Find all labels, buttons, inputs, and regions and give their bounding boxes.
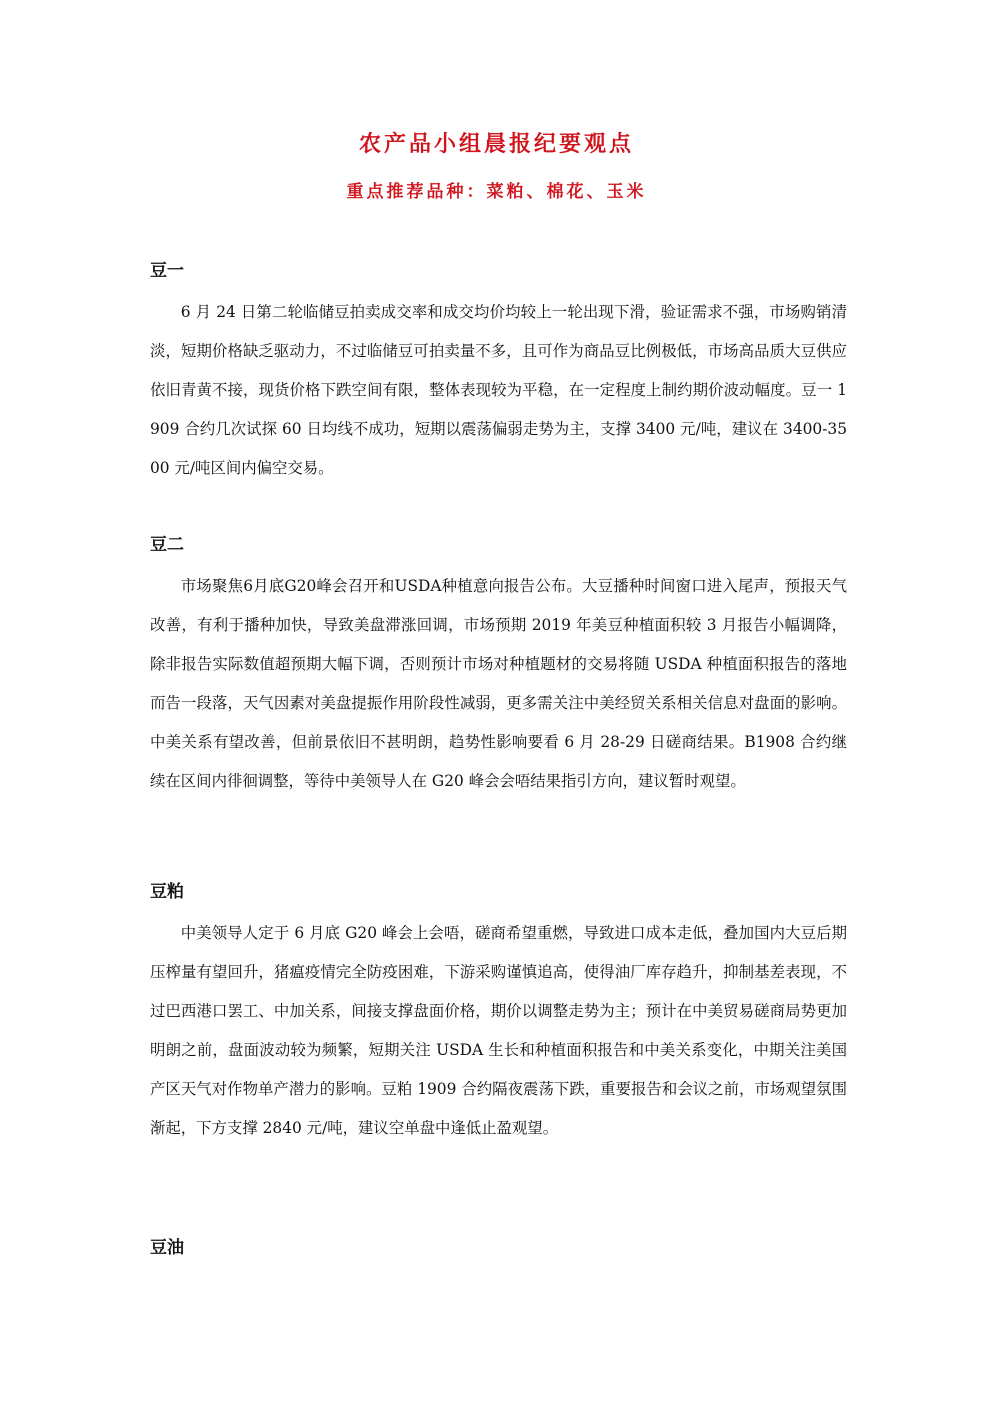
section-soybean-oil [150,1236,847,1260]
section-paragraph: 市场聚焦6月底G20峰会召开和USDA种植意向报告公布。大豆播种时间窗口进入尾声，预报天气改善，有利于播种加快，导致美盘滞涨回调，市场预期 2019 年美豆种植面积较 3 月报告小幅调降，除非报告实际数值超预期大幅下调，否则预计市场对种植题材的交易将随 USDA 种植面积报告的落地而告一段落，天气因素对美盘提振作用阶段性减弱，更多需关注中美经贸关系相关信息对盘面的影响。中美关系有望改善，但前景依旧不甚明朗，趋势性影响要看 6 月 28-29 日磋商结果。B1908 合约继续在区间内徘徊调整，等待中美领导人在 G20 峰会会唔结果指引方向，建议暂时观望。 [150,577,847,790]
section-heading: 豆一 [150,261,184,281]
section-heading: 豆油 [150,1238,184,1258]
document-title: 农产品小组晨报纪要观点 [358,132,634,157]
section-paragraph: 中美领导人定于 6 月底 G20 峰会上会唔，磋商希望重燃，导致进口成本走低，叠加国内大豆后期压榨量有望回升，猪瘟疫情完全防疫困难，下游采购谨慎追高，使得油厂库存趋升，抑制基差表现，不过巴西港口罢工、中加关系，间接支撑盘面价格，期价以调整走势为主；预计在中美贸易磋商局势更加明朗之前，盘面波动较为频繁，短期关注 USDA 生长和种植面积报告和中美关系变化，中期关注美国产区天气对作物单产潜力的影响。豆粕 1909 合约隔夜震荡下跌，重要报告和会议之前，市场观望氛围渐起，下方支撑 2840 元/吨，建议空单盘中逢低止盈观望。 [150,924,847,1137]
section-heading: 豆粕 [150,882,184,902]
section-soybean-meal [150,880,847,1148]
section-paragraph: 6 月 24 日第二轮临储豆拍卖成交率和成交均价均较上一轮出现下滑，验证需求不强，市场购销清淡，短期价格缺乏驱动力，不过临储豆可拍卖量不多，且可作为商品豆比例极低，市场高品质大豆供应依旧青黄不接，现货价格下跌空间有限，整体表现较为平稳，在一定程度上制约期价波动幅度。豆一 1909 合约几次试探 60 日均线不成功，短期以震荡偏弱走势为主，支撑 3400 元/吨，建议在 3400-3500 元/吨区间内偏空交易。 [150,303,847,477]
section-heading: 豆二 [150,535,184,555]
section-soybean-no2 [150,533,847,801]
section-soybean-no1 [150,259,847,488]
document-subtitle: 重点推荐品种：菜粕、棉花、玉米 [346,182,647,202]
